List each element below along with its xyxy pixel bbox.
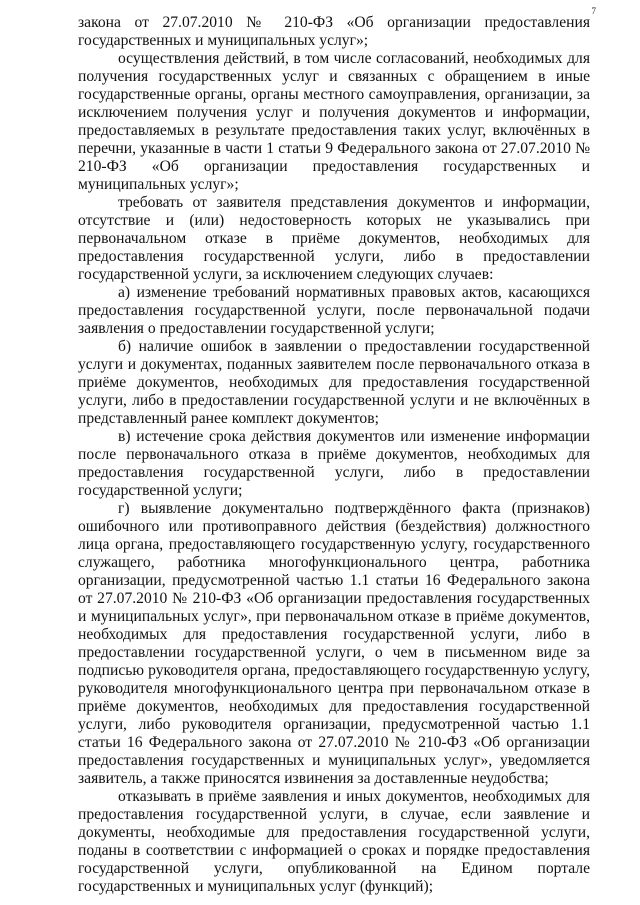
paragraph-require-documents: требовать от заявителя представления документов и информации, отсутствие и (или) недостоверность которых не указывались при первоначальном отказе в приёме документов, необходимых для предоставления государственной услуги, либо в предоставлении государственной услуги, за исключением следующих случаев: [78, 194, 590, 283]
document-body [78, 14, 590, 896]
paragraph-case-a: а) изменение требований нормативных правовых актов, касающихся предоставления государственной услуги, после первоначальной подачи заявления о предоставлении государственной услуги; [78, 284, 590, 337]
paragraph-law-continuation: закона от 27.07.2010 № 210-ФЗ «Об организации предоставления государственных и муниципальных услуг»; [78, 14, 590, 49]
paragraph-case-g: г) выявление документально подтверждённого факта (признаков) ошибочного или противоправного действия (бездействия) должностного лица органа, предоставляющего государственную услугу, государственного служащего, работника многофункционального центра, работника организации, предусмотренной частью 1.1 статьи 16 Федерального закона от 27.07.2010 № 210-ФЗ «Об организации предоставления государственных и муниципальных услуг», при первоначальном отказе в приёме документов, необходимых для предоставления государственной услуги, либо в предоставлении государственной услуги, о чем в письменном виде за подписью руководителя органа, предоставляющего государственную услугу, руководителя многофункционального центра при первоначальном отказе в приёме документов, необходимых для предоставления государственной услуги, либо руководителя организации, предусмотренной частью 1.1 статьи 16 Федерального закона от 27.07.2010 № 210-ФЗ «Об организации предоставления государственных и муниципальных услуг», уведомляется заявитель, а также приносятся извинения за доставленные неудобства; [78, 500, 590, 787]
paragraph-refuse-acceptance: отказывать в приёме заявления и иных документов, необходимых для предоставления государственной услуги, в случае, если заявление и документы, необходимые для предоставления государственной услуги, поданы в соответствии с информацией о сроках и порядке предоставления государственной услуги, опубликованной на Едином портале государственных и муниципальных услуг (функций); [78, 788, 590, 895]
paragraph-case-v: в) истечение срока действия документов или изменение информации после первоначального отказа в приёме документов, необходимых для предоставления государственной услуги, либо в предоставлении государственной услуги; [78, 428, 590, 499]
page-number: 7 [591, 6, 596, 16]
paragraph-case-b: б) наличие ошибок в заявлении о предоставлении государственной услуги и документах, поданных заявителем после первоначального отказа в приёме документов, необходимых для предоставления государственной услуги, либо в предоставлении государственной услуги и не включённых в представленный ранее комплект документов; [78, 338, 590, 427]
paragraph-actions-approvals: осуществления действий, в том числе согласований, необходимых для получения государственных услуг и связанных с обращением в иные государственные органы, органы местного самоуправления, организации, за исключением получения услуг и получения документов и информации, предоставляемых в результате предоставления таких услуг, включённых в перечни, указанные в части 1 статьи 9 Федерального закона от 27.07.2010 № 210-ФЗ «Об организации предоставления государственных и муниципальных услуг»; [78, 50, 590, 193]
